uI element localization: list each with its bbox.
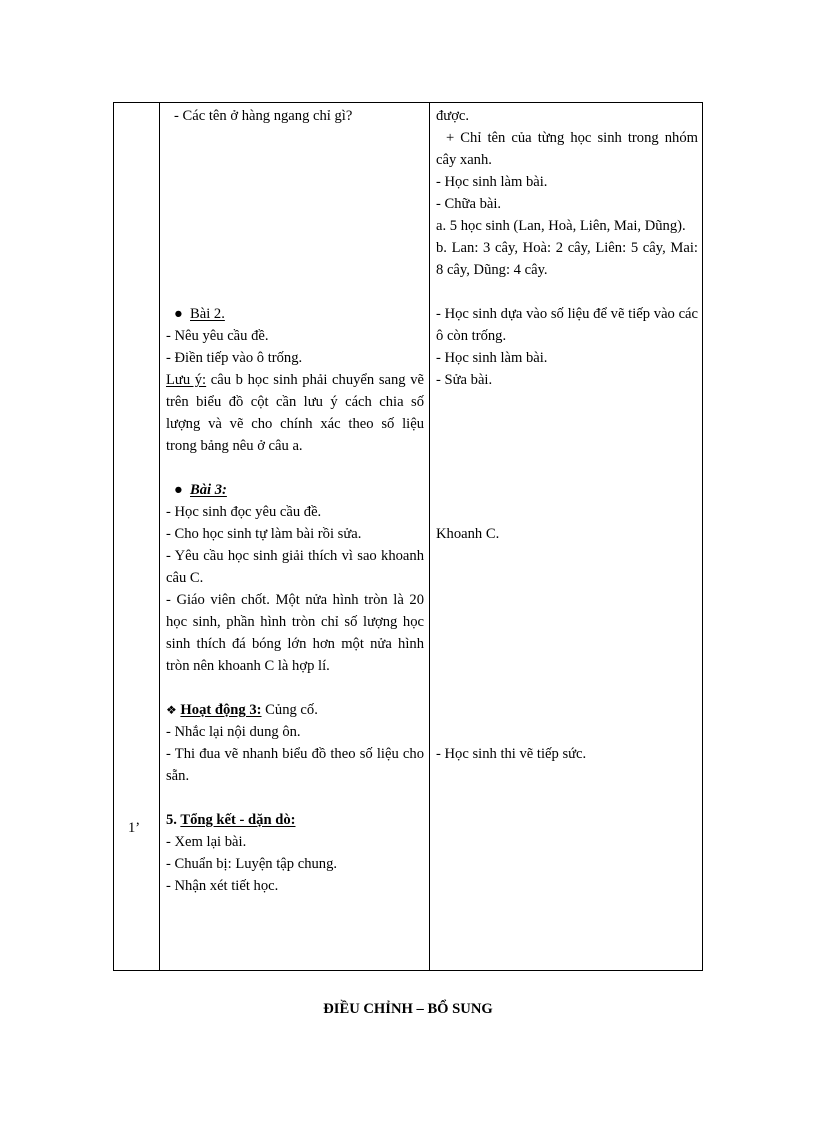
tk-line-3: - Nhận xét tiết học. (166, 878, 279, 894)
bai3-heading (166, 479, 424, 501)
student-line-2: + Chỉ tên của từng học sinh trong nhóm cây xanh. (436, 130, 698, 168)
spacer (166, 677, 424, 699)
tk-line-1: - Xem lại bài. (166, 834, 247, 850)
bai3-line-4: - Giáo viên chốt. Một nửa hình tròn là 20 học sinh, phần hình tròn chỉ số lượng học sinh thích đá bóng lớn hơn một nửa hình tròn nên khoanh C là hợp lí. (166, 592, 424, 674)
tk-line-2: - Chuẩn bị: Luyện tập chung. (166, 856, 338, 872)
student-line-6: b. Lan: 3 cây, Hoà: 2 cây, Liên: 5 cây, Mai: 8 cây, Dũng: 4 cây. (436, 240, 698, 278)
spacer (436, 281, 698, 303)
spacer (436, 391, 698, 523)
student-line-1: được. (436, 108, 470, 124)
bai2-line-2: - Điền tiếp vào ô trống. (166, 350, 303, 366)
bullet-icon: ● (174, 306, 183, 322)
spacer (166, 127, 424, 303)
bai3-title: Bài 3: (190, 482, 227, 498)
bai2-title: Bài 2. (190, 306, 225, 322)
spacer (166, 787, 424, 809)
student-line-4: - Chữa bài. (436, 196, 502, 212)
hd3-label: Hoạt động 3: (180, 702, 262, 718)
tk-num: 5. (166, 812, 181, 828)
teacher-activities-column (166, 105, 424, 897)
student-line-7: - Học sinh dựa vào số liệu để vẽ tiếp vào các ô còn trống. (436, 306, 698, 344)
hd3-line-2: - Thi đua vẽ nhanh biểu đồ theo số liệu cho sẵn. (166, 746, 424, 784)
footer-title: ĐIỀU CHỈNH – BỔ SUNG (323, 1001, 493, 1017)
student-line-5: a. 5 học sinh (Lan, Hoà, Liên, Mai, Dũng). (436, 218, 686, 234)
spacer (436, 545, 698, 743)
bai3-line-1: - Học sinh đọc yêu cầu đề. (166, 504, 322, 520)
student-line-11: - Học sinh thi vẽ tiếp sức. (436, 746, 587, 762)
hd3-text: Củng cố. (261, 702, 318, 718)
bai2-note-label: Lưu ý: (166, 372, 207, 388)
teacher-question-rows: - Các tên ở hàng ngang chỉ gì? (174, 108, 353, 124)
bai2-heading (166, 303, 424, 325)
tk-heading (166, 809, 424, 831)
spacer (166, 457, 424, 479)
bai2-note-text: câu b học sinh phải chuyển sang vẽ trên biểu đồ cột cần lưu ý cách chia số lượng và vẽ cho chính xác theo số liệu trong bảng nêu ở câu a. (166, 372, 424, 454)
column-divider-1 (159, 103, 160, 970)
student-line-10: Khoanh C. (436, 526, 500, 542)
bai2-note (166, 369, 424, 457)
student-line-8: - Học sinh làm bài. (436, 350, 548, 366)
tk-label: Tổng kết - dặn dò: (180, 812, 296, 828)
bai3-line-3: - Yêu cầu học sinh giải thích vì sao khoanh câu C. (166, 548, 424, 586)
lesson-table (113, 102, 703, 971)
hd3-line-1: - Nhắc lại nội dung ôn. (166, 724, 301, 740)
time-cell: 1’ (128, 820, 141, 836)
student-line-9: - Sửa bài. (436, 372, 493, 388)
bullet-icon: ● (174, 482, 183, 498)
hd3-heading (166, 699, 424, 721)
column-divider-2 (429, 103, 430, 970)
bai3-line-2: - Cho học sinh tự làm bài rồi sửa. (166, 526, 362, 542)
student-activities-column (436, 105, 698, 765)
diamond-bullet-icon: ❖ (166, 703, 177, 717)
student-line-3: - Học sinh làm bài. (436, 174, 548, 190)
bai2-line-1: - Nêu yêu cầu đề. (166, 328, 269, 344)
